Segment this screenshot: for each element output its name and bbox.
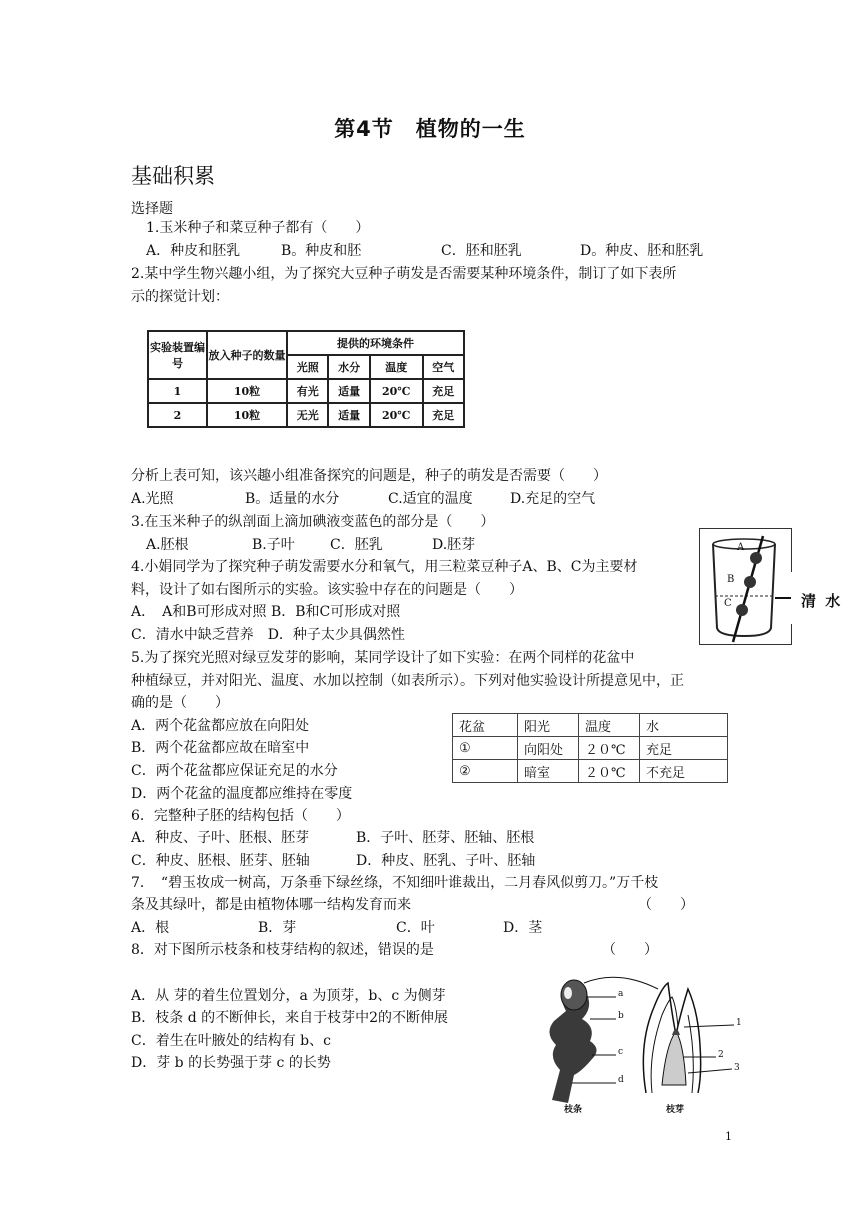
section-heading: 基础积累 <box>131 164 215 188</box>
q2-cell: 适量 <box>328 379 369 403</box>
q5-cell: ① <box>453 737 518 760</box>
q2-table-sub-temp: 温度 <box>370 355 423 379</box>
q8-option-a: A．从 芽的着生位置划分，a 为顶芽，b、c 为侧芽 <box>131 988 446 1004</box>
q8-branch-bud-figure <box>538 975 750 1120</box>
q1-option-b: B。种皮和胚 <box>281 243 362 259</box>
q2-cell: 有光 <box>287 379 328 403</box>
q6-option-a: A．种皮、子叶、胚根、胚芽 <box>131 830 310 846</box>
q5-cell: 向阳处 <box>518 737 579 760</box>
q4-options-ab: A． A和B可形成对照 B．B和C可形成对照 <box>131 604 401 620</box>
q7-option-b: B．芽 <box>258 920 297 936</box>
q2-option-c: C.适宜的温度 <box>388 491 473 507</box>
q2-cell: 无光 <box>287 403 328 427</box>
branch-bud-diagram <box>538 975 750 1120</box>
q4-beaker-figure <box>699 528 860 646</box>
fig-caption-branch: 枝条 <box>564 1105 583 1115</box>
q2-cell: 20℃ <box>370 379 423 403</box>
q8-stem: 8．对下图所示枝条和枝芽结构的叙述，错误的是 <box>131 942 434 958</box>
fig-label-1: 1 <box>736 1018 742 1028</box>
q5-option-a: A．两个花盆都应放在向阳处 <box>131 718 310 734</box>
subsection-heading: 选择题 <box>131 201 173 217</box>
q5-option-c: C．两个花盆都应保证充足的水分 <box>131 763 338 779</box>
q5-header-temp: 温度 <box>579 714 640 737</box>
q2-table-sub-light: 光照 <box>287 355 328 379</box>
q5-cell: ② <box>453 760 518 783</box>
q5-cell: 不充足 <box>640 760 728 783</box>
q8-option-c: C．着生在叶腋处的结构有 b、c <box>131 1033 331 1049</box>
q2-cell: 适量 <box>328 403 369 427</box>
q7-answer-paren: （ ） <box>638 897 694 913</box>
q7-stem-1: 7． “碧玉妆成一树高，万条垂下绿丝绦，不知细叶谁裁出，二月春风似剪刀。”万千枝 <box>131 875 659 891</box>
q3-option-c: C．胚乳 <box>330 537 383 553</box>
q1-option-d: D。种皮、胚和胚乳 <box>580 243 704 259</box>
q2-cell: 充足 <box>423 403 464 427</box>
q1-option-a: A．种皮和胚乳 <box>146 243 241 259</box>
q5-cell: 充足 <box>640 737 728 760</box>
q2-cell: 充足 <box>423 379 464 403</box>
q5-stem-2: 种植绿豆，并对阳光、温度、水加以控制（如表所示）。下列对他实验设计所提意见中，正 <box>131 673 684 689</box>
q6-option-c: C．种皮、胚根、胚芽、胚轴 <box>131 853 310 869</box>
q2-option-b: B。适量的水分 <box>245 491 340 507</box>
q1-stem: 1.玉米种子和菜豆种子都有（ ） <box>146 220 370 236</box>
q2-stem-2: 示的探觉计划： <box>131 289 229 305</box>
fig-label-c: c <box>618 1047 624 1057</box>
q4-stem-1: 4.小娟同学为了探究种子萌发需要水分和氧气，用三粒菜豆种子A、B、C为主要材 <box>131 559 638 575</box>
q2-cell: 10粒 <box>207 379 287 403</box>
q1-option-c: C．胚和胚乳 <box>441 243 522 259</box>
q5-cell: ２０℃ <box>579 760 640 783</box>
q2-cell: 20℃ <box>370 403 423 427</box>
q5-header-pot: 花盆 <box>453 714 518 737</box>
q2-table-sub-air: 空气 <box>423 355 464 379</box>
q3-option-d: D.胚芽 <box>432 537 476 553</box>
q8-answer-paren: （ ） <box>602 942 658 958</box>
q3-option-b: B.子叶 <box>252 537 295 553</box>
fig-label-3: 3 <box>734 1063 740 1073</box>
q7-stem-2: 条及其绿叶，都是由植物体哪一结构发育而来 <box>131 897 411 913</box>
q2-question: 分析上表可知，该兴趣小组准备探究的问题是，种子的萌发是否需要（ ） <box>131 468 607 484</box>
q7-option-d: D．茎 <box>503 920 543 936</box>
q5-header-sun: 阳光 <box>518 714 579 737</box>
q3-option-a: A.胚根 <box>146 537 189 553</box>
q2-table-header-conditions: 提供的环境条件 <box>287 331 464 355</box>
fig-label-a: A <box>737 542 745 553</box>
q4-options-cd: C．清水中缺乏营养 D．种子太少具偶然性 <box>131 627 405 643</box>
q2-table-header-count: 放入种子的数量 <box>207 331 287 379</box>
q6-option-b: B．子叶、胚芽、胚轴、胚根 <box>356 830 535 846</box>
q8-option-d: D．芽 b 的长势强于芽 c 的长势 <box>131 1055 331 1071</box>
q6-stem: 6．完整种子胚的结构包括（ ） <box>131 808 350 824</box>
q2-cell: 10粒 <box>207 403 287 427</box>
fig-label-b: b <box>618 1011 624 1021</box>
q7-option-a: A．根 <box>131 920 170 936</box>
q8-option-b: B．枝条 d 的不断伸长，来自于枝芽中2的不断伸展 <box>131 1010 449 1026</box>
fig-label-c: C <box>724 598 732 609</box>
q2-stem-1: 2.某中学生物兴趣小组，为了探究大豆种子萌发是否需要某种环境条件，制订了如下表所 <box>131 266 677 282</box>
page-title: 第4节 植物的一生 <box>334 117 526 141</box>
fig-caption-bud: 枝芽 <box>666 1105 685 1115</box>
q2-experiment-table <box>147 330 465 428</box>
fig-label-b: B <box>727 574 735 585</box>
q6-option-d: D．种皮、胚乳、子叶、胚轴 <box>356 853 536 869</box>
q5-option-d: D．两个花盆的温度都应维持在零度 <box>131 786 353 802</box>
q5-cell: ２０℃ <box>579 737 640 760</box>
fig-caption-water: 清 水 <box>801 592 843 610</box>
fig-label-d: d <box>618 1075 624 1085</box>
q5-header-water: 水 <box>640 714 728 737</box>
q2-option-a: A.光照 <box>131 491 174 507</box>
q2-table-sub-water: 水分 <box>328 355 369 379</box>
q5-stem-1: 5.为了探究光照对绿豆发芽的影响，某同学设计了如下实验：在两个同样的花盆中 <box>131 650 635 666</box>
q3-stem: 3.在玉米种子的纵剖面上滴加碘液变蓝色的部分是（ ） <box>131 514 495 530</box>
beaker-diagram <box>699 528 860 646</box>
q5-option-b: B．两个花盆都应故在暗室中 <box>131 740 310 756</box>
q7-option-c: C．叶 <box>396 920 435 936</box>
q5-stem-3: 确的是（ ） <box>131 695 229 711</box>
q2-option-d: D.充足的空气 <box>510 491 596 507</box>
q2-cell: 1 <box>148 379 207 403</box>
q2-table-header-id: 实验装置编号 <box>148 331 207 379</box>
q5-condition-table <box>452 713 728 783</box>
fig-label-2: 2 <box>718 1050 724 1060</box>
page-number: 1 <box>725 1130 732 1143</box>
q2-cell: 2 <box>148 403 207 427</box>
q5-cell: 暗室 <box>518 760 579 783</box>
fig-label-a: a <box>618 989 624 999</box>
q4-stem-2: 料，设计了如右图所示的实验。该实验中存在的问题是（ ） <box>131 582 523 598</box>
